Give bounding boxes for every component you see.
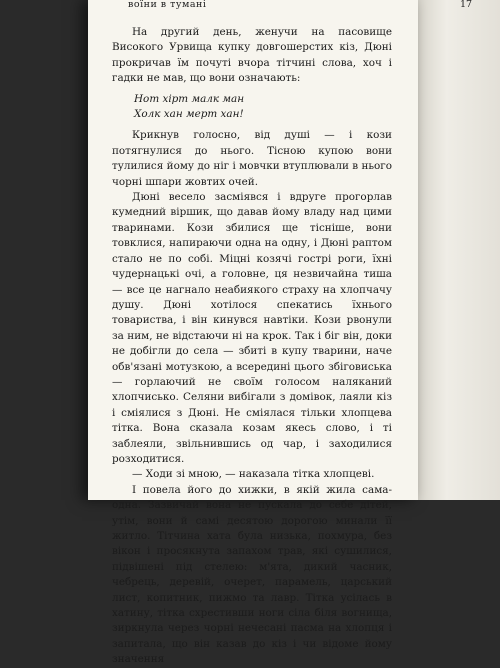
incantation-verse xyxy=(134,92,392,123)
paragraph-3: Дюні весело засміявся і вдруге прогорлав кумедний віршик, що давав йому владу над цими тваринами. Кози збилися ще тісніше, вони товклися, напираючи одна на одну, і Дюні раптом стало не по собі. Міцні козячі гострі роги, їхні чудернацькі очі, а головне, ця незвичайна тиша — все це нагнало неабиякого страху на хлопчачу душу. Дюні хотілося спекатись їхнього товариства, і він кинувся навтіки. Кози рвонули за ним, не відстаючи ні на крок. Так і біг він, доки не добігли до села — збиті в купу тварини, наче обв'язані мотузкою, а всередині цього збіговиська — горлаючий не своїм голосом наляканий хлопчисько. Селяни вибігали з домівок, лаяли кіз і сміялися з Дюні. Не сміялася тільки хлопцева тітка. Вона сказала козам якесь слово, і ті заблеяли, звільнившись од чар, і заходилися розходитися. xyxy=(112,191,392,465)
paragraph-1: На другий день, женучи на пасовище Високого Урвища купку довгошерстих кіз, Дюні прокричав їм почуті вчора тітчині слова, хоч і гадки не мав, що вони означають: xyxy=(112,26,392,85)
verse-line-2: Холк хан мерт хан! xyxy=(134,108,244,121)
page-text xyxy=(112,25,392,668)
paragraph-5: І повела його до хижки, в якій жила сама-одна. Зазвичай вона не пускала до себе дітей, утім, вони й самі десятою дорогою минали її житло. Тітчина хата була низька, похмура, без вікон і просякнута запахом трав, які сушилися, підвішені під стелею: м'ята, дикий часник, чебрець, деревій, очерет, парамель, царський лист, копитник, пижмо та лавр. Тітка усілась в хатину, тітка схрестивши ноги сіла біля вогнища, зиркнула через чорні нечесані пасма на хлопця і запитала, що він казав до кіз і чи відоме йому значення xyxy=(112,483,392,666)
verse-line-1: Нот хірт малк ман xyxy=(134,92,245,105)
book-page-edge xyxy=(418,0,500,500)
running-head: воїни в тумані xyxy=(128,0,207,10)
paragraph-2: Крикнув голосно, від душі — і кози потягнулися до нього. Тісною купою вони тулилися йому до ніг і мовчки втуплювали в нього чорні шпари жовтих очей. xyxy=(112,129,392,188)
page-number: 17 xyxy=(460,0,473,10)
paragraph-4: — Ходи зі мною, — наказала тітка хлопцеві. xyxy=(132,468,375,481)
